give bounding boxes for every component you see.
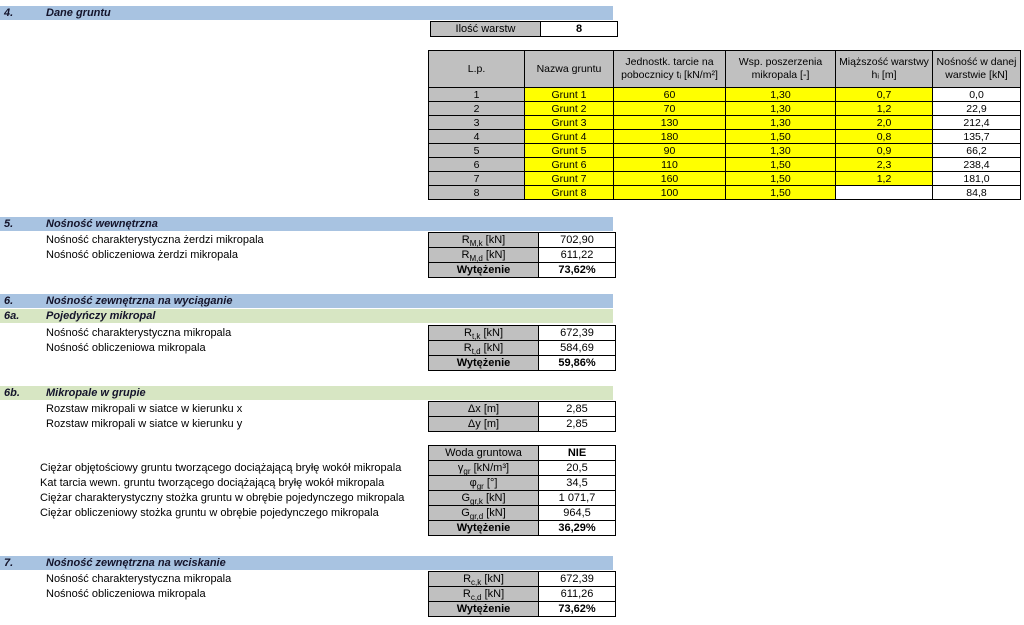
thickness-cell[interactable] (836, 186, 933, 200)
friction-cell[interactable]: 90 (614, 144, 726, 158)
param-value-cell: 1 071,7 (539, 491, 616, 506)
widening-cell[interactable]: 1,50 (726, 186, 836, 200)
friction-cell[interactable]: 70 (614, 102, 726, 116)
lp-cell: 3 (429, 116, 525, 130)
widening-cell[interactable]: 1,50 (726, 130, 836, 144)
cone-design-weight-label: Ciężar obliczeniowy stożka gruntu w obrębie pojedynczego mikropala (40, 507, 379, 519)
param-value-cell: 611,22 (539, 248, 616, 263)
utilization-label-cell: Wytężenie (429, 263, 539, 278)
param-value-cell[interactable]: 2,85 (539, 417, 616, 432)
pullout-design-label: Nośność obliczeniowa mikropala (46, 342, 206, 354)
utilization-value-cell: 73,62% (539, 602, 616, 617)
section-title: Mikropale w grupie (46, 387, 146, 399)
capacity-cell: 212,4 (933, 116, 1021, 130)
friction-cell[interactable]: 130 (614, 116, 726, 130)
thickness-cell[interactable]: 1,2 (836, 172, 933, 186)
param-value-cell[interactable]: 34,5 (539, 476, 616, 491)
param-row (429, 476, 616, 491)
param-row (429, 233, 616, 248)
param-row (429, 402, 616, 417)
capacity-cell: 135,7 (933, 130, 1021, 144)
section-4-header (0, 6, 613, 20)
section-number: 6a. (4, 310, 20, 322)
col-header-lp: L.p. (429, 51, 525, 88)
soil-row (429, 158, 1021, 172)
param-label-cell: $R_{t,d}$ [kN] (429, 341, 539, 356)
param-label-cell: $R_{M,d}$ [kN] (429, 248, 539, 263)
param-label-cell: Δx [m] (429, 402, 539, 417)
soil-row (429, 102, 1021, 116)
lp-cell: 6 (429, 158, 525, 172)
section-number: 6. (4, 295, 14, 307)
soil-name-cell[interactable]: Grunt 1 (525, 88, 614, 102)
soil-row (429, 186, 1021, 200)
soil-name-cell[interactable]: Grunt 4 (525, 130, 614, 144)
unit-weight-label: Ciężar objętościowy gruntu tworzącego dociążającą bryłę wokół mikropala (40, 462, 402, 474)
section-6b-header (0, 386, 613, 400)
param-label-cell: $\varphi_{gr}$ [°] (429, 476, 539, 491)
layers-count-label-cell: Ilość warstw (431, 22, 541, 37)
param-label-cell: $G_{gr,d}$ [kN] (429, 506, 539, 521)
section-7-header (0, 556, 613, 570)
compression-design-label: Nośność obliczeniowa mikropala (46, 588, 206, 600)
water-row (429, 446, 616, 461)
soil-name-cell[interactable]: Grunt 8 (525, 186, 614, 200)
param-label-cell: Δy [m] (429, 417, 539, 432)
compression-char-label: Nośność charakterystyczna mikropala (46, 573, 232, 585)
spacing-x-label: Rozstaw mikropali w siatce w kierunku x (46, 403, 243, 415)
friction-cell[interactable]: 180 (614, 130, 726, 144)
utilization-row (429, 263, 616, 278)
widening-cell[interactable]: 1,30 (726, 144, 836, 158)
utilization-row (429, 356, 616, 371)
utilization-row (429, 521, 616, 536)
param-value-cell[interactable]: 20,5 (539, 461, 616, 476)
thickness-cell[interactable]: 1,2 (836, 102, 933, 116)
soil-row (429, 88, 1021, 102)
friction-cell[interactable]: 110 (614, 158, 726, 172)
lp-cell: 7 (429, 172, 525, 186)
param-label-cell: $R_{c,d}$ [kN] (429, 587, 539, 602)
param-row (429, 506, 616, 521)
col-header-capacity: Nośność w danej warstwie [kN] (933, 51, 1021, 88)
thickness-cell[interactable]: 0,8 (836, 130, 933, 144)
param-label-cell: $G_{gr,k}$ [kN] (429, 491, 539, 506)
param-row (429, 461, 616, 476)
capacity-cell: 66,2 (933, 144, 1021, 158)
soil-layers-table (428, 50, 1021, 200)
soil-name-cell[interactable]: Grunt 3 (525, 116, 614, 130)
capacity-cell: 181,0 (933, 172, 1021, 186)
utilization-row (429, 602, 616, 617)
group-parameters-table (428, 445, 616, 536)
pullout-char-label: Nośność charakterystyczna mikropala (46, 327, 232, 339)
thickness-cell[interactable]: 0,7 (836, 88, 933, 102)
section-number: 5. (4, 218, 14, 230)
lp-cell: 1 (429, 88, 525, 102)
friction-cell[interactable]: 100 (614, 186, 726, 200)
soil-name-cell[interactable]: Grunt 5 (525, 144, 614, 158)
capacity-cell: 238,4 (933, 158, 1021, 172)
soil-header-row (429, 51, 1021, 88)
capacity-cell: 84,8 (933, 186, 1021, 200)
section-5-header (0, 217, 613, 231)
widening-cell[interactable]: 1,50 (726, 158, 836, 172)
soil-row (429, 144, 1021, 158)
section-number: 6b. (4, 387, 20, 399)
section-6-header (0, 294, 613, 308)
widening-cell[interactable]: 1,30 (726, 102, 836, 116)
soil-row (429, 172, 1021, 186)
compression-capacity-table (428, 571, 616, 617)
pullout-capacity-table (428, 325, 616, 371)
param-row (429, 248, 616, 263)
internal-capacity-table (428, 232, 616, 278)
param-value-cell[interactable]: 2,85 (539, 402, 616, 417)
widening-cell[interactable]: 1,30 (726, 88, 836, 102)
param-value-cell: 702,90 (539, 233, 616, 248)
water-value-cell[interactable]: NIE (539, 446, 616, 461)
section-title: Dane gruntu (46, 7, 111, 19)
param-row (429, 572, 616, 587)
param-label-cell: $R_{t,k}$ [kN] (429, 326, 539, 341)
param-label-cell: $\gamma_{gr}$ [kN/m³] (429, 461, 539, 476)
friction-cell[interactable]: 160 (614, 172, 726, 186)
param-value-cell: 584,69 (539, 341, 616, 356)
col-header-widening: Wsp. poszerzenia mikropala [-] (726, 51, 836, 88)
thickness-cell[interactable]: 0,9 (836, 144, 933, 158)
thickness-cell[interactable]: 2,3 (836, 158, 933, 172)
param-row (429, 587, 616, 602)
layers-count-row (431, 22, 618, 37)
layers-count-value-cell[interactable]: 8 (541, 22, 618, 37)
capacity-cell: 22,9 (933, 102, 1021, 116)
friction-angle-label: Kat tarcia wewn. gruntu tworzącego dociążającą bryłę wokół mikropala (40, 477, 385, 489)
col-header-name: Nazwa gruntu (525, 51, 614, 88)
layers-count-table (430, 21, 618, 37)
internal-char-label: Nośność charakterystyczna żerdzi mikropala (46, 234, 264, 246)
param-value-cell: 672,39 (539, 572, 616, 587)
soil-row (429, 130, 1021, 144)
spacing-y-label: Rozstaw mikropali w siatce w kierunku y (46, 418, 243, 430)
spacing-table (428, 401, 616, 432)
lp-cell: 4 (429, 130, 525, 144)
soil-name-cell[interactable]: Grunt 6 (525, 158, 614, 172)
utilization-label-cell: Wytężenie (429, 356, 539, 371)
soil-name-cell[interactable]: Grunt 7 (525, 172, 614, 186)
param-row (429, 491, 616, 506)
lp-cell: 2 (429, 102, 525, 116)
soil-row (429, 116, 1021, 130)
section-title: Nośność zewnętrzna na wyciąganie (46, 295, 233, 307)
utilization-label-cell: Wytężenie (429, 521, 539, 536)
param-row (429, 326, 616, 341)
utilization-value-cell: 59,86% (539, 356, 616, 371)
friction-cell[interactable]: 60 (614, 88, 726, 102)
utilization-value-cell: 73,62% (539, 263, 616, 278)
utilization-value-cell: 36,29% (539, 521, 616, 536)
cone-char-weight-label: Ciężar charakterystyczny stożka gruntu w obrębie pojedynczego mikropala (40, 492, 405, 504)
section-title: Nośność wewnętrzna (46, 218, 158, 230)
capacity-cell: 0,0 (933, 88, 1021, 102)
col-header-thickness: Miąższość warstwy hᵢ [m] (836, 51, 933, 88)
param-label-cell: $R_{c,k}$ [kN] (429, 572, 539, 587)
water-label-cell: Woda gruntowa (429, 446, 539, 461)
internal-design-label: Nośność obliczeniowa żerdzi mikropala (46, 249, 238, 261)
thickness-cell[interactable]: 2,0 (836, 116, 933, 130)
widening-cell[interactable]: 1,50 (726, 172, 836, 186)
col-header-friction: Jednostk. tarcie na pobocznicy tᵢ [kN/m²] (614, 51, 726, 88)
lp-cell: 8 (429, 186, 525, 200)
param-value-cell: 964,5 (539, 506, 616, 521)
widening-cell[interactable]: 1,30 (726, 116, 836, 130)
param-row (429, 341, 616, 356)
param-value-cell: 672,39 (539, 326, 616, 341)
section-6a-header (0, 309, 613, 323)
param-value-cell: 611,26 (539, 587, 616, 602)
section-number: 7. (4, 557, 14, 569)
lp-cell: 5 (429, 144, 525, 158)
utilization-label-cell: Wytężenie (429, 602, 539, 617)
param-row (429, 417, 616, 432)
section-title: Pojedyńczy mikropal (46, 310, 156, 322)
section-title: Nośność zewnętrzna na wciskanie (46, 557, 226, 569)
param-label-cell: $R_{M,k}$ [kN] (429, 233, 539, 248)
section-number: 4. (4, 7, 14, 19)
soil-name-cell[interactable]: Grunt 2 (525, 102, 614, 116)
